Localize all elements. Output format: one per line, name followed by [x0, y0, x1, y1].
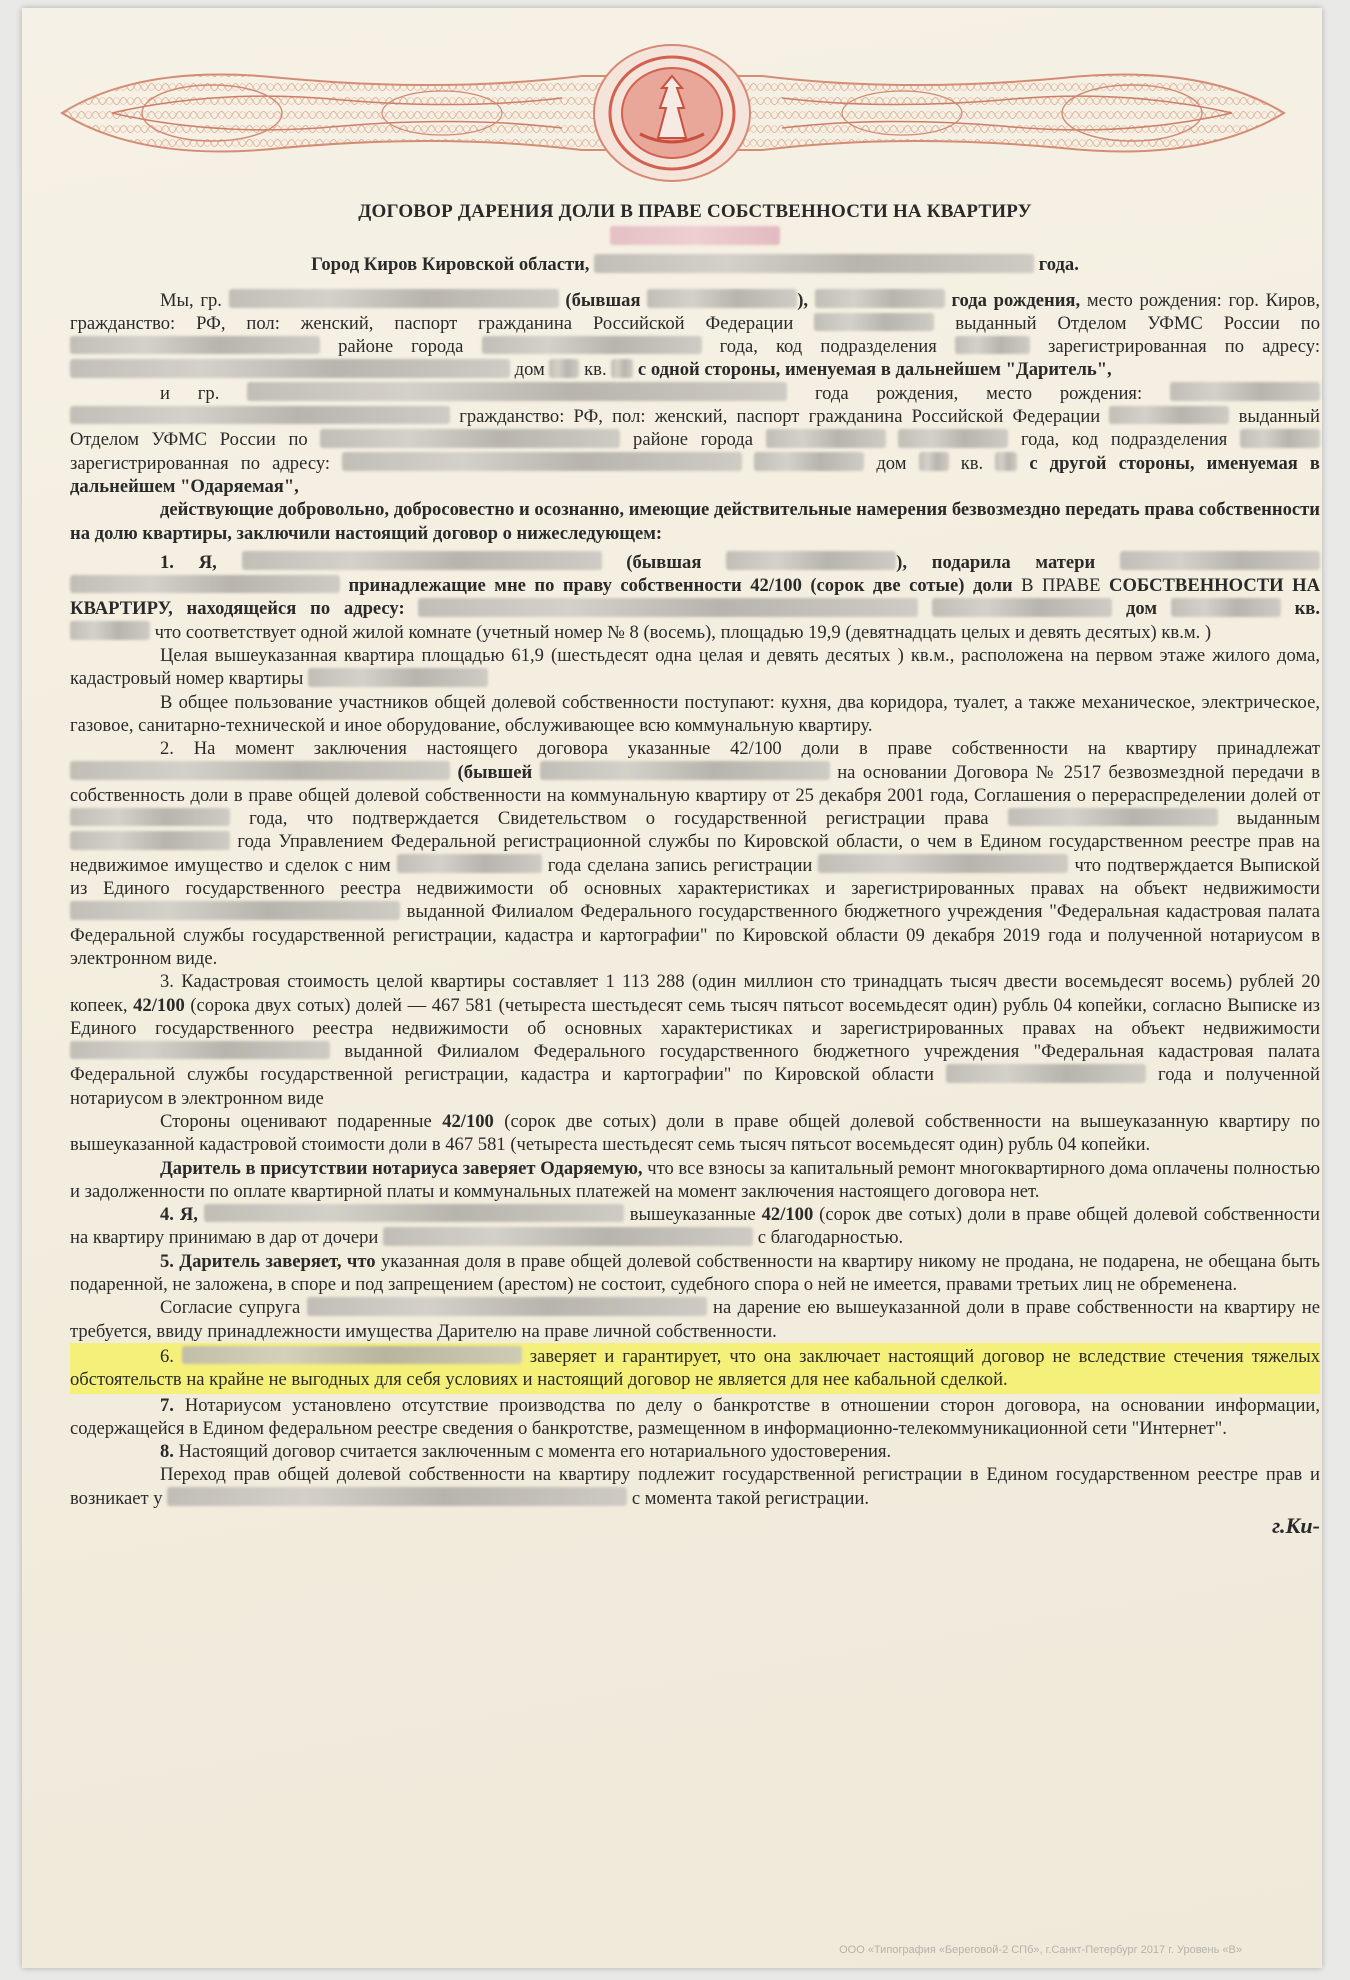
- parties-section: Мы, гр. (бывшая ), года рождения, место рождения: гор. Киров, гражданство: РФ, пол: женский, паспорт гражданина Российской Федерации выданный Отделом УФМС России по районе города года, код подразделения зарегистрированная по адресу: дом кв. с одной стороны, именуемая в дальнейшем "Даритель", и гр. года рождения, место рождения: гражданство: РФ, пол: женский, паспорт гражданина Российской Федерации выданный Отделом УФМС России по районе города года, код подразделения зарегистрированная по адресу: дом кв. с другой стороны, именуемая в дальнейшем "Одаряемая", действующие добровольно, добросовестно и осознанно, имеющие действительные намерения безвозмездно передать права собственности на долю квартиры, заключили настоящий договор о нижеследующем:: [70, 289, 1321, 544]
- document-sheet: [22, 8, 1322, 1968]
- state-seal-emblem: [594, 45, 750, 181]
- contract-body: [70, 200, 1320, 1537]
- printer-imprint: ООО «Типография «Береговой-2 СПб», г.Санкт-Петербург 2017 г. Уровень «В»: [839, 1944, 1242, 1956]
- clause-5: 5. Даритель заверяет, что указанная доля в праве общей долевой собственности на квартиру никому не продана, не подарена, не обещана быть подаренной, не заложена, в споре и под запрещением (арестом) не состоит, судебного спора о ней не имеется, правами третьих лиц не обременена. Согласие супруга на дарение ею вышеуказанной доли в праве собственности на квартиру не требуется, ввиду принадлежности имущества Дарителю на праве личной собственности.: [70, 1250, 1321, 1342]
- decorative-border-ornament: [22, 38, 1322, 188]
- signature-fragment: г.Ки-: [1272, 1513, 1320, 1539]
- clause-6-highlighted: 6. заверяет и гарантирует, что она заключает настоящий договор не вследствие стечения тяжелых обстоятельств на крайне не выгодных для себя условиях и настоящий договор не является для нее кабальной сделкой.: [70, 1343, 1320, 1394]
- clause-8: 8. Настоящий договор считается заключенным с момента его нотариального удостоверения. Переход прав общей долевой собственности на квартиру подлежит государственной регистрации в Едином государственном реестре прав и возникает у с момента такой регистрации.: [70, 1441, 1320, 1509]
- clause-4: 4. Я, вышеуказанные 42/100 (сорок две сотых) доли в праве общей долевой собственности на квартиру принимаю в дар от дочери с благодарностью.: [70, 1204, 1320, 1249]
- document-title: ДОГОВОР ДАРЕНИЯ ДОЛИ В ПРАВЕ СОБСТВЕННОСТИ НА КВАРТИРУ: [358, 201, 1032, 222]
- clause-7: 7. Нотариусом установлено отсутствие производства по делу о банкротстве в отношении сторон договора, на основании информации, содержащейся в Едином федеральном реестре сведения о банкротстве, размещенном в информационно-телекоммуникационной сети "Интернет".: [70, 1394, 1320, 1439]
- registration-number-redacted: [70, 225, 1320, 249]
- clause-3: 3. Кадастровая стоимость целой квартиры составляет 1 113 288 (один миллион сто тринадцать тысяч двести восемьдесят восемь) рублей 20 копеек, 42/100 (сорока двух сотых) долей — 467 581 (четыреста шестьдесят семь тысяч пятьсот восемьдесят один) рубль 04 копейки, согласно Выписке из Единого государственного реестра недвижимости об основных характеристиках и зарегистрированных правах на объект недвижимости выданной Филиалом Федерального государственного бюджетного учреждения "Федеральная кадастровая палата Федеральной службы государственной регистрации, кадастра и картографии" по Кировской области года и полученной нотариусом в электронном виде Стороны оценивают подаренные 42/100 (сорок две сотых) доли в праве общей долевой собственности на вышеуказанную квартиру по вышеуказанной кадастровой стоимости доли в 467 581 (четыреста шестьдесят семь тысяч пятьсот восемьдесят один) рубль 04 копейки. Даритель в присутствии нотариуса заверяет Одаряемую, что все взносы за капитальный ремонт многоквартирного дома оплачены полностью и задолженности по оплате квартирной платы и коммунальных платежей на момент заключения настоящего договора нет.: [70, 971, 1321, 1202]
- clause-1: 1. Я, (бывшая ), подарила матери принадлежащие мне по праву собственности 42/100 (сорок две сотые) доли В ПРАВЕ СОБСТВЕННОСТИ НА КВАРТИРУ, находящейся по адресу: дом кв. что соответствует одной жилой комнате (учетный номер № 8 (восемь), площадью 19,9 (девятнадцать целых и девять десятых) кв.м. ) Целая вышеуказанная квартира площадью 61,9 (шестьдесят одна целая и девять десятых ) кв.м., расположена на первом этаже жилого дома, кадастровый номер квартиры В общее пользование участников общей долевой собственности поступают: кухня, два коридора, туалет, а также механическое, электрическое, газовое, санитарно-технической и иное оборудование, обслуживающее всю коммунальную квартиру.: [70, 551, 1320, 736]
- parties-intent: действующие добровольно, добросовестно и осознанно, имеющие действительные намерения безвозмездно передать права собственности на долю квартиры, заключили настоящий договор о нижеследующем:: [70, 499, 1320, 544]
- clause-2: 2. На момент заключения настоящего договора указанные 42/100 доли в праве собственности на квартиру принадлежат (бывшей на основании Договора № 2517 безвозмездной передачи в собственность доли в праве общей долевой собственности на коммунальную квартиру от 25 декабря 2001 года, Соглашения о перераспределении долей от года, что подтверждается Свидетельством о государственной регистрации права выданным года Управлением Федеральной регистрационной службы по Кировской области, о чем в Едином государственном реестре прав на недвижимое имущество и сделок с ним года сделана запись регистрации что подтверждается Выпиской из Единого государственного реестра недвижимости об основных характеристиках и зарегистрированных правах на объект недвижимости выданной Филиалом Федерального государственного бюджетного учреждения "Федеральная кадастровая палата Федеральной службы государственной регистрации, кадастра и картографии" по Кировской области 09 декабря 2019 года и полученной нотариусом в электронном виде.: [70, 738, 1320, 969]
- city-date-line: Город Киров Кировской области, года.: [311, 254, 1079, 276]
